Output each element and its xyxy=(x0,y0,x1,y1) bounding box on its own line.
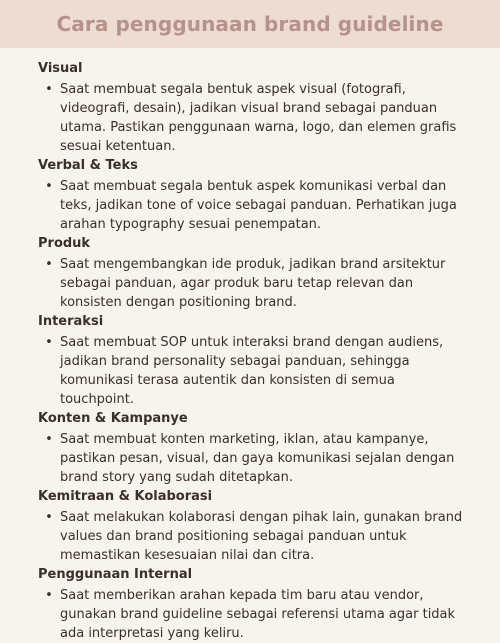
section-text: Saat mengembangkan ide produk, jadikan brand arsitektur sebagai panduan, agar produk baru tetap relevan dan konsisten dengan positioning brand. xyxy=(60,257,446,310)
section-text: Saat membuat segala bentuk aspek visual (fotografi, videografi, desain), jadikan visual brand sebagai panduan utama. Pastikan penggunaan warna, logo, dan elemen grafis sesuai ketentuan. xyxy=(60,82,457,154)
bullet-icon: • xyxy=(45,179,53,194)
list-item xyxy=(38,333,476,409)
bullet-icon: • xyxy=(45,335,53,350)
bullet-icon: • xyxy=(45,257,53,272)
section-title: Kemitraan & Kolaborasi xyxy=(38,489,213,504)
section-produk xyxy=(38,235,476,312)
section-text: Saat membuat konten marketing, iklan, atau kampanye, pastikan pesan, visual, dan gaya komunikasi sejalan dengan brand story yang sudah ditetapkan. xyxy=(60,432,455,485)
section-title: Produk xyxy=(38,236,91,251)
list-item xyxy=(38,586,476,643)
bullet-icon: • xyxy=(45,432,53,447)
section-visual xyxy=(38,60,476,156)
section-title: Visual xyxy=(38,61,83,76)
section-text: Saat memberikan arahan kepada tim baru atau vendor, gunakan brand guideline sebagai referensi utama agar tidak ada interpretasi yang keliru. xyxy=(60,588,456,641)
section-title: Verbal & Teks xyxy=(38,158,138,173)
section-text: Saat membuat segala bentuk aspek komunikasi verbal dan teks, jadikan tone of voice sebagai panduan. Perhatikan juga arahan typography sesuai penempatan. xyxy=(60,179,457,232)
list-item xyxy=(38,508,476,565)
section-konten-kampanye xyxy=(38,410,476,487)
section-title: Penggunaan Internal xyxy=(38,567,193,582)
list-item xyxy=(38,80,476,156)
bullet-icon: • xyxy=(45,510,53,525)
list-item xyxy=(38,255,476,312)
section-title: Konten & Kampanye xyxy=(38,411,188,426)
section-title: Interaksi xyxy=(38,314,104,329)
section-kemitraan-kolaborasi xyxy=(38,488,476,565)
section-interaksi xyxy=(38,313,476,409)
page-title: Cara penggunaan brand guideline xyxy=(56,12,444,36)
header-banner xyxy=(0,0,500,48)
bullet-icon: • xyxy=(45,82,53,97)
list-item xyxy=(38,177,476,234)
list-item xyxy=(38,430,476,487)
bullet-icon: • xyxy=(45,588,53,603)
section-text: Saat melakukan kolaborasi dengan pihak lain, gunakan brand values dan brand positioning sebagai panduan untuk memastikan kesesuaian nilai dan citra. xyxy=(60,510,463,563)
section-penggunaan-internal xyxy=(38,566,476,643)
guideline-list xyxy=(0,48,500,643)
section-text: Saat membuat SOP untuk interaksi brand dengan audiens, jadikan brand personality sebagai panduan, sehingga komunikasi terasa autentik dan konsisten di semua touchpoint. xyxy=(60,335,444,407)
section-verbal-teks xyxy=(38,157,476,234)
